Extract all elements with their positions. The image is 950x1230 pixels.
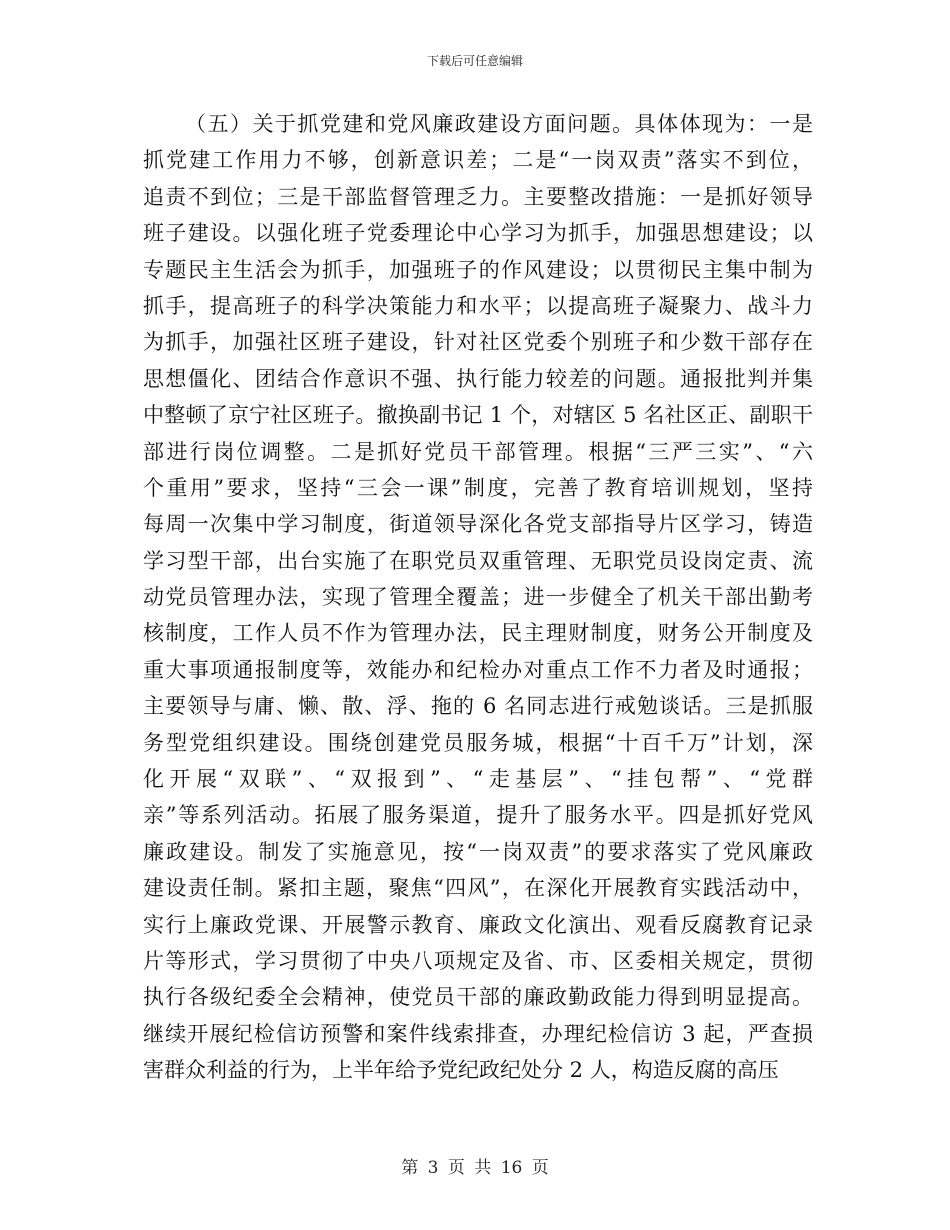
body-line: 廉政建设。制发了实施意见，按“一岗双责”的要求落实了党风廉政 [143, 839, 813, 864]
body-line: 实行上廉政党课、开展警示教育、廉政文化演出、观看反腐教育记录 [143, 912, 813, 937]
document-body [143, 106, 813, 1089]
body-line: 每周一次集中学习制度，街道领导深化各党支部指导片区学习，铸造 [143, 512, 813, 537]
body-line: 务型党组织建设。围绕创建党员服务城，根据“十百千万”计划，深 [143, 730, 813, 755]
body-line: 亲”等系列活动。拓展了服务渠道，提升了服务水平。四是抓好党风 [143, 803, 813, 828]
body-line: 思想僵化、团结合作意识不强、执行能力较差的问题。通报批判并集 [143, 366, 813, 391]
body-line: 班子建设。以强化班子党委理论中心学习为抓手，加强思想建设；以 [143, 221, 813, 246]
body-line: 个重用”要求，坚持“三会一课”制度，完善了教育培训规划，坚持 [143, 475, 813, 500]
body-line: 抓党建工作用力不够，创新意识差；二是“一岗双责”落实不到位， [143, 148, 813, 173]
body-line: 主要领导与庸、懒、散、浮、拖的 6 名同志进行戒勉谈话。三是抓服 [143, 694, 813, 719]
body-line: （五）关于抓党建和党风廉政建设方面问题。具体体现为：一是 [185, 112, 813, 136]
body-line: 核制度，工作人员不作为管理办法，民主理财制度，财务公开制度及 [143, 621, 813, 646]
body-line: 害群众利益的行为，上半年给予党纪政纪处分 2 人，构造反腐的高压 [143, 1058, 779, 1083]
body-line: 片等形式，学习贯彻了中央八项规定及省、市、区委相关规定，贯彻 [143, 948, 813, 973]
body-line: 动党员管理办法，实现了管理全覆盖；进一步健全了机关干部出勤考 [143, 585, 813, 610]
body-line: 为抓手，加强社区班子建设，针对社区党委个别班子和少数干部存在 [143, 330, 813, 355]
body-line: 专题民主生活会为抓手，加强班子的作风建设；以贯彻民主集中制为 [143, 257, 813, 282]
body-line: 化开展“双联”、“双报到”、“走基层”、“挂包帮”、“党群 [143, 767, 813, 792]
body-line: 重大事项通报制度等，效能办和纪检办对重点工作不力者及时通报； [143, 657, 813, 682]
body-line: 执行各级纪委全会精神，使党员干部的廉政勤政能力得到明显提高。 [143, 985, 813, 1010]
body-line: 继续开展纪检信访预警和案件线索排查，办理纪检信访 3 起，严查损 [143, 1021, 813, 1046]
body-line: 抓手，提高班子的科学决策能力和水平；以提高班子凝聚力、战斗力 [143, 293, 813, 318]
page-number-footer: 第 3 页 共 16 页 [401, 1158, 549, 1178]
body-line: 部进行岗位调整。二是抓好党员干部管理。根据“三严三实”、“六 [143, 439, 813, 464]
body-line: 中整顿了京宁社区班子。撤换副书记 1 个，对辖区 5 名社区正、副职干 [143, 403, 813, 428]
page-header-note: 下载后可任意编辑 [426, 54, 523, 68]
body-line: 学习型干部，出台实施了在职党员双重管理、无职党员设岗定责、流 [143, 548, 813, 573]
body-line: 建设责任制。紧扣主题，聚焦“四风”，在深化开展教育实践活动中， [143, 876, 813, 901]
body-line: 追责不到位；三是干部监督管理乏力。主要整改措施：一是抓好领导 [143, 184, 813, 209]
